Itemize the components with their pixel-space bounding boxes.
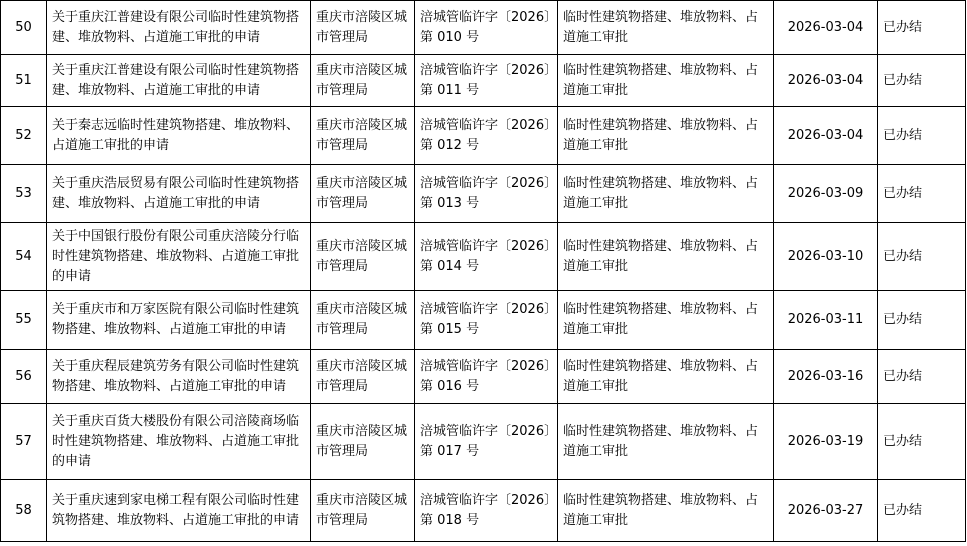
row-number: 54 (1, 223, 47, 291)
department: 重庆市涪陵区城市管理局 (311, 350, 415, 404)
document-number: 涪城管临许字〔2026〕第 015 号 (415, 291, 558, 350)
approval-item: 临时性建筑物搭建、堆放物料、占道施工审批 (558, 350, 774, 404)
row-number: 56 (1, 350, 47, 404)
table-row (1, 55, 966, 107)
application-title: 关于中国银行股份有限公司重庆涪陵分行临时性建筑物搭建、堆放物料、占道施工审批的申请 (47, 223, 311, 291)
status: 已办结 (878, 165, 966, 223)
row-number: 58 (1, 480, 47, 542)
row-number: 50 (1, 1, 47, 55)
status: 已办结 (878, 55, 966, 107)
approval-item: 临时性建筑物搭建、堆放物料、占道施工审批 (558, 165, 774, 223)
application-title: 关于重庆浩辰贸易有限公司临时性建筑物搭建、堆放物料、占道施工审批的申请 (47, 165, 311, 223)
approval-date: 2026-03-27 (774, 480, 878, 542)
approval-item: 临时性建筑物搭建、堆放物料、占道施工审批 (558, 404, 774, 480)
status: 已办结 (878, 350, 966, 404)
approval-date: 2026-03-16 (774, 350, 878, 404)
row-number: 57 (1, 404, 47, 480)
status: 已办结 (878, 107, 966, 165)
department: 重庆市涪陵区城市管理局 (311, 55, 415, 107)
approval-item: 临时性建筑物搭建、堆放物料、占道施工审批 (558, 480, 774, 542)
document-number: 涪城管临许字〔2026〕第 018 号 (415, 480, 558, 542)
document-number: 涪城管临许字〔2026〕第 017 号 (415, 404, 558, 480)
table-row (1, 1, 966, 55)
department: 重庆市涪陵区城市管理局 (311, 480, 415, 542)
status: 已办结 (878, 223, 966, 291)
table-row (1, 480, 966, 542)
approval-item: 临时性建筑物搭建、堆放物料、占道施工审批 (558, 107, 774, 165)
row-number: 51 (1, 55, 47, 107)
department: 重庆市涪陵区城市管理局 (311, 291, 415, 350)
department: 重庆市涪陵区城市管理局 (311, 223, 415, 291)
approval-item: 临时性建筑物搭建、堆放物料、占道施工审批 (558, 291, 774, 350)
table-row (1, 223, 966, 291)
status: 已办结 (878, 480, 966, 542)
status: 已办结 (878, 291, 966, 350)
table-row (1, 404, 966, 480)
application-title: 关于重庆江普建设有限公司临时性建筑物搭建、堆放物料、占道施工审批的申请 (47, 1, 311, 55)
document-number: 涪城管临许字〔2026〕第 016 号 (415, 350, 558, 404)
application-title: 关于重庆速到家电梯工程有限公司临时性建筑物搭建、堆放物料、占道施工审批的申请 (47, 480, 311, 542)
approval-item: 临时性建筑物搭建、堆放物料、占道施工审批 (558, 223, 774, 291)
table-row (1, 107, 966, 165)
table-row (1, 165, 966, 223)
approval-date: 2026-03-11 (774, 291, 878, 350)
approval-date: 2026-03-04 (774, 55, 878, 107)
approval-date: 2026-03-04 (774, 1, 878, 55)
document-number: 涪城管临许字〔2026〕第 014 号 (415, 223, 558, 291)
approval-date: 2026-03-19 (774, 404, 878, 480)
department: 重庆市涪陵区城市管理局 (311, 107, 415, 165)
status: 已办结 (878, 404, 966, 480)
document-number: 涪城管临许字〔2026〕第 011 号 (415, 55, 558, 107)
approval-date: 2026-03-10 (774, 223, 878, 291)
approval-item: 临时性建筑物搭建、堆放物料、占道施工审批 (558, 1, 774, 55)
status: 已办结 (878, 1, 966, 55)
department: 重庆市涪陵区城市管理局 (311, 404, 415, 480)
application-title: 关于秦志远临时性建筑物搭建、堆放物料、占道施工审批的申请 (47, 107, 311, 165)
application-title: 关于重庆百货大楼股份有限公司涪陵商场临时性建筑物搭建、堆放物料、占道施工审批的申请 (47, 404, 311, 480)
document-number: 涪城管临许字〔2026〕第 010 号 (415, 1, 558, 55)
application-title: 关于重庆市和万家医院有限公司临时性建筑物搭建、堆放物料、占道施工审批的申请 (47, 291, 311, 350)
department: 重庆市涪陵区城市管理局 (311, 1, 415, 55)
row-number: 55 (1, 291, 47, 350)
document-number: 涪城管临许字〔2026〕第 012 号 (415, 107, 558, 165)
department: 重庆市涪陵区城市管理局 (311, 165, 415, 223)
approval-date: 2026-03-04 (774, 107, 878, 165)
row-number: 53 (1, 165, 47, 223)
application-title: 关于重庆江普建设有限公司临时性建筑物搭建、堆放物料、占道施工审批的申请 (47, 55, 311, 107)
table-row (1, 291, 966, 350)
document-number: 涪城管临许字〔2026〕第 013 号 (415, 165, 558, 223)
table-row (1, 350, 966, 404)
approval-date: 2026-03-09 (774, 165, 878, 223)
approval-item: 临时性建筑物搭建、堆放物料、占道施工审批 (558, 55, 774, 107)
application-title: 关于重庆程辰建筑劳务有限公司临时性建筑物搭建、堆放物料、占道施工审批的申请 (47, 350, 311, 404)
row-number: 52 (1, 107, 47, 165)
